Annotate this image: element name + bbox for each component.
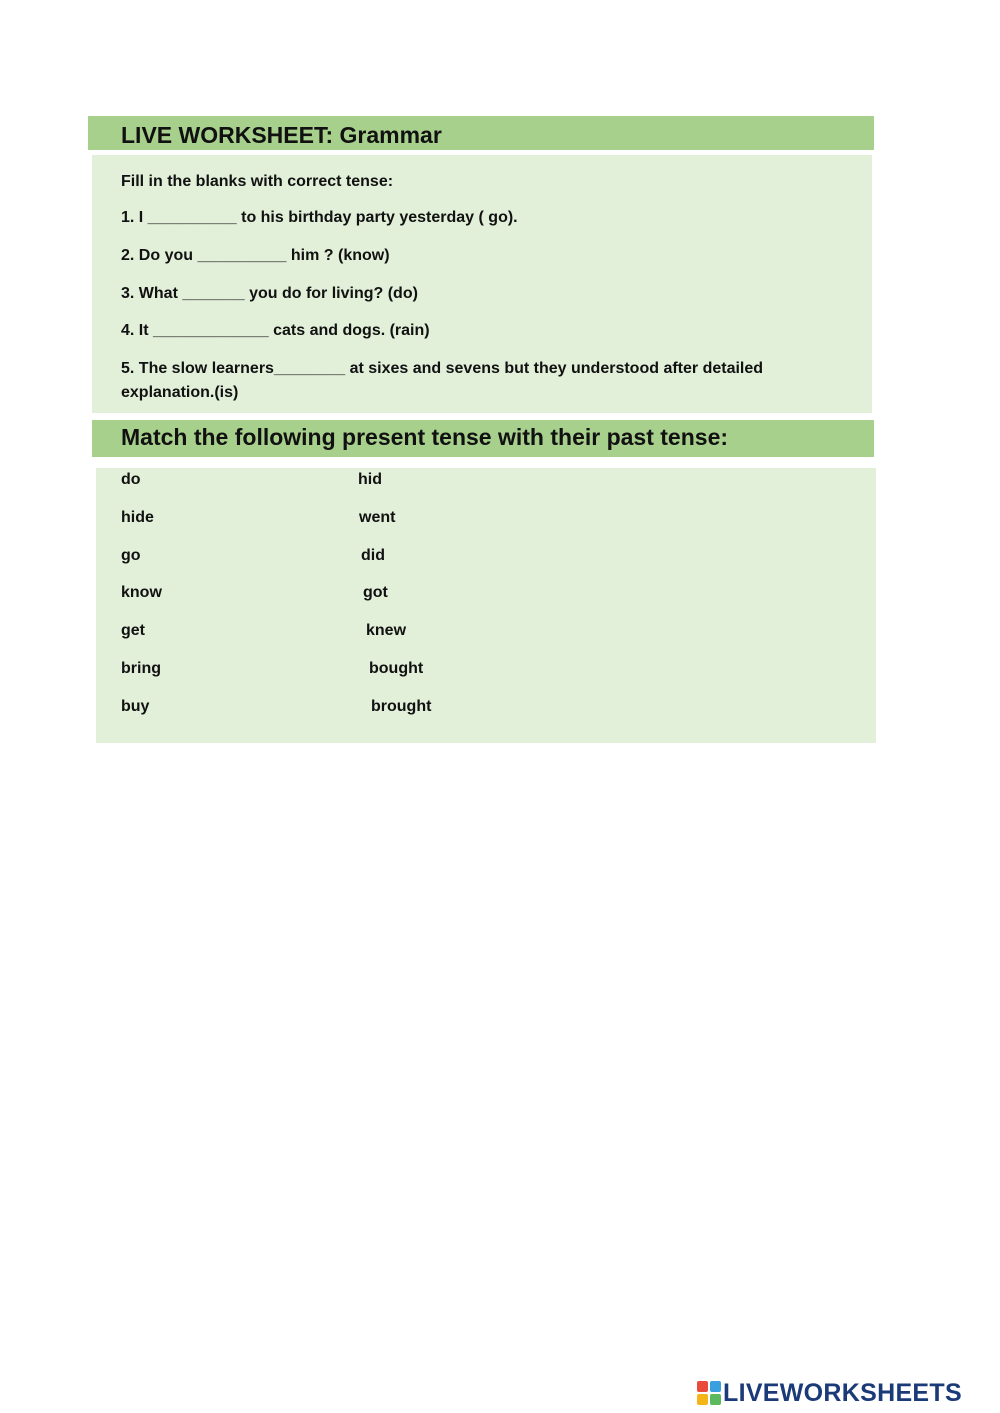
past-word: knew: [366, 622, 407, 639]
worksheet-title: LIVE WORKSHEET: Grammar: [121, 122, 442, 148]
present-word: buy: [121, 698, 150, 715]
title-bar: [88, 116, 874, 150]
fill-blanks-section: [92, 155, 872, 413]
question-3: 3. What _______ you do for living? (do): [121, 285, 418, 302]
match-section: [96, 468, 876, 743]
present-word: know: [121, 584, 162, 601]
question-1: 1. I __________ to his birthday party yesterday ( go).: [121, 209, 518, 226]
question-4: 4. It _____________ cats and dogs. (rain): [121, 322, 430, 339]
question-5: 5. The slow learners________ at sixes and sevens but they understood after detailed: [121, 360, 764, 377]
liveworksheets-logo: [697, 1378, 995, 1408]
past-word: bought: [369, 660, 424, 677]
present-word: go: [121, 547, 141, 564]
present-word: get: [121, 622, 145, 639]
past-word: got: [363, 584, 388, 601]
logo-text: LIVEWORKSHEETS: [723, 1379, 962, 1407]
past-word: brought: [371, 698, 432, 715]
past-word: hid: [358, 471, 382, 488]
question-2: 2. Do you __________ him ? (know): [121, 247, 390, 264]
present-word: bring: [121, 660, 161, 677]
question-5-continued: explanation.(is): [121, 384, 239, 401]
match-heading-bar: [92, 420, 874, 457]
past-word: did: [361, 547, 385, 564]
fill-instruction: Fill in the blanks with correct tense:: [121, 173, 394, 190]
present-word: hide: [121, 509, 154, 526]
match-heading: Match the following present tense with their past tense:: [121, 424, 729, 450]
present-word: do: [121, 471, 141, 488]
liveworksheets-logo-icon: [697, 1381, 721, 1405]
past-word: went: [359, 509, 396, 526]
